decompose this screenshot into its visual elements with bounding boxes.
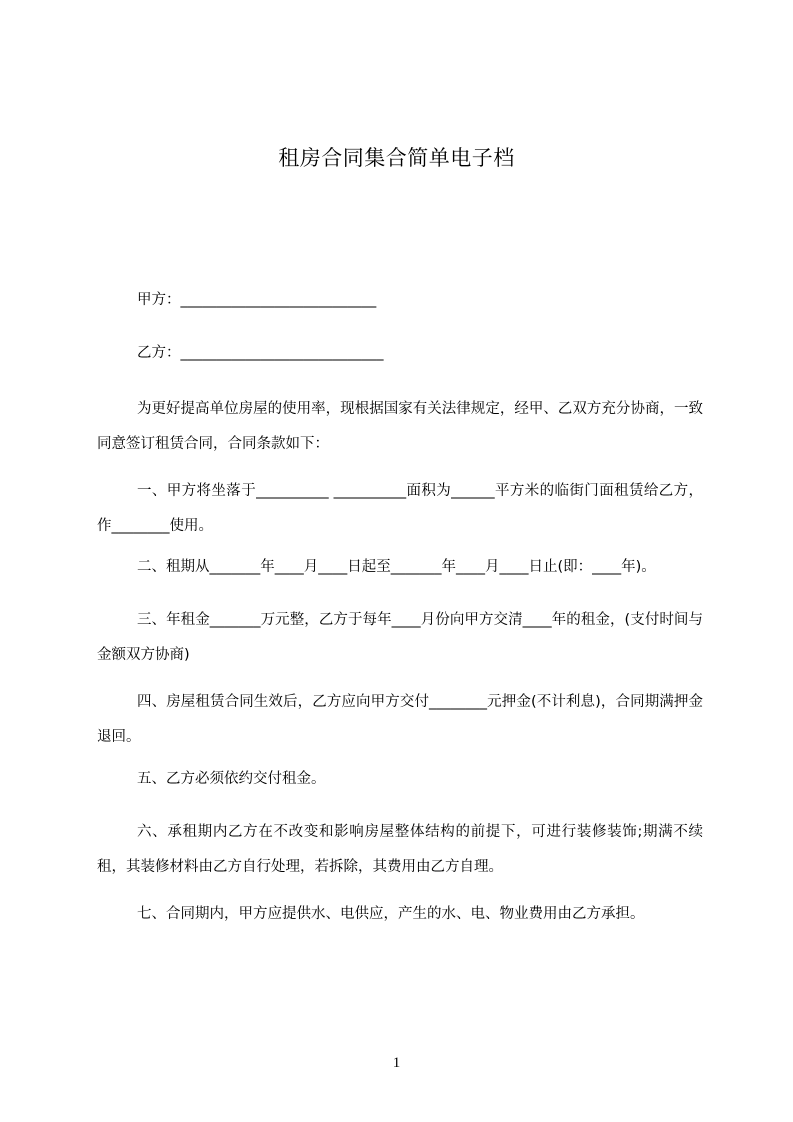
clause-6: 六、承租期内乙方在不改变和影响房屋整体结构的前提下，可进行装修装饰;期满不续租，其装修材料由乙方自行处理，若拆除，其费用由乙方自理。	[97, 824, 703, 875]
clause-7: 七、合同期内，甲方应提供水、电供应，产生的水、电、物业费用由乙方承担。	[137, 906, 645, 922]
document-title: 租房合同集合简单电子档	[278, 146, 515, 170]
clause-1: 一、甲方将坐落于__________ __________面积为______平方米的临街门面租赁给乙方，作________使用。	[97, 483, 703, 534]
clause-2: 二、租期从_______年____月____日起至_______年____月____日止(即：____年)。	[137, 559, 656, 575]
clause-4: 四、房屋租赁合同生效后，乙方应向甲方交付________元押金(不计利息)，合同期满押金退回。	[97, 694, 703, 745]
intro-paragraph: 为更好提高单位房屋的使用率，现根据国家有关法律规定，经甲、乙双方充分协商，一致同意签订租赁合同，合同条款如下：	[97, 401, 703, 452]
party-a-line: 甲方：___________________________	[137, 292, 377, 308]
party-b-line: 乙方：____________________________	[137, 345, 384, 361]
page-number: 1	[392, 1055, 401, 1071]
clause-5: 五、乙方必须依约交付租金。	[137, 771, 326, 787]
clause-3: 三、年租金_______万元整，乙方于每年____月份向甲方交清____年的租金，(支付时间与金额双方协商)	[97, 612, 703, 663]
